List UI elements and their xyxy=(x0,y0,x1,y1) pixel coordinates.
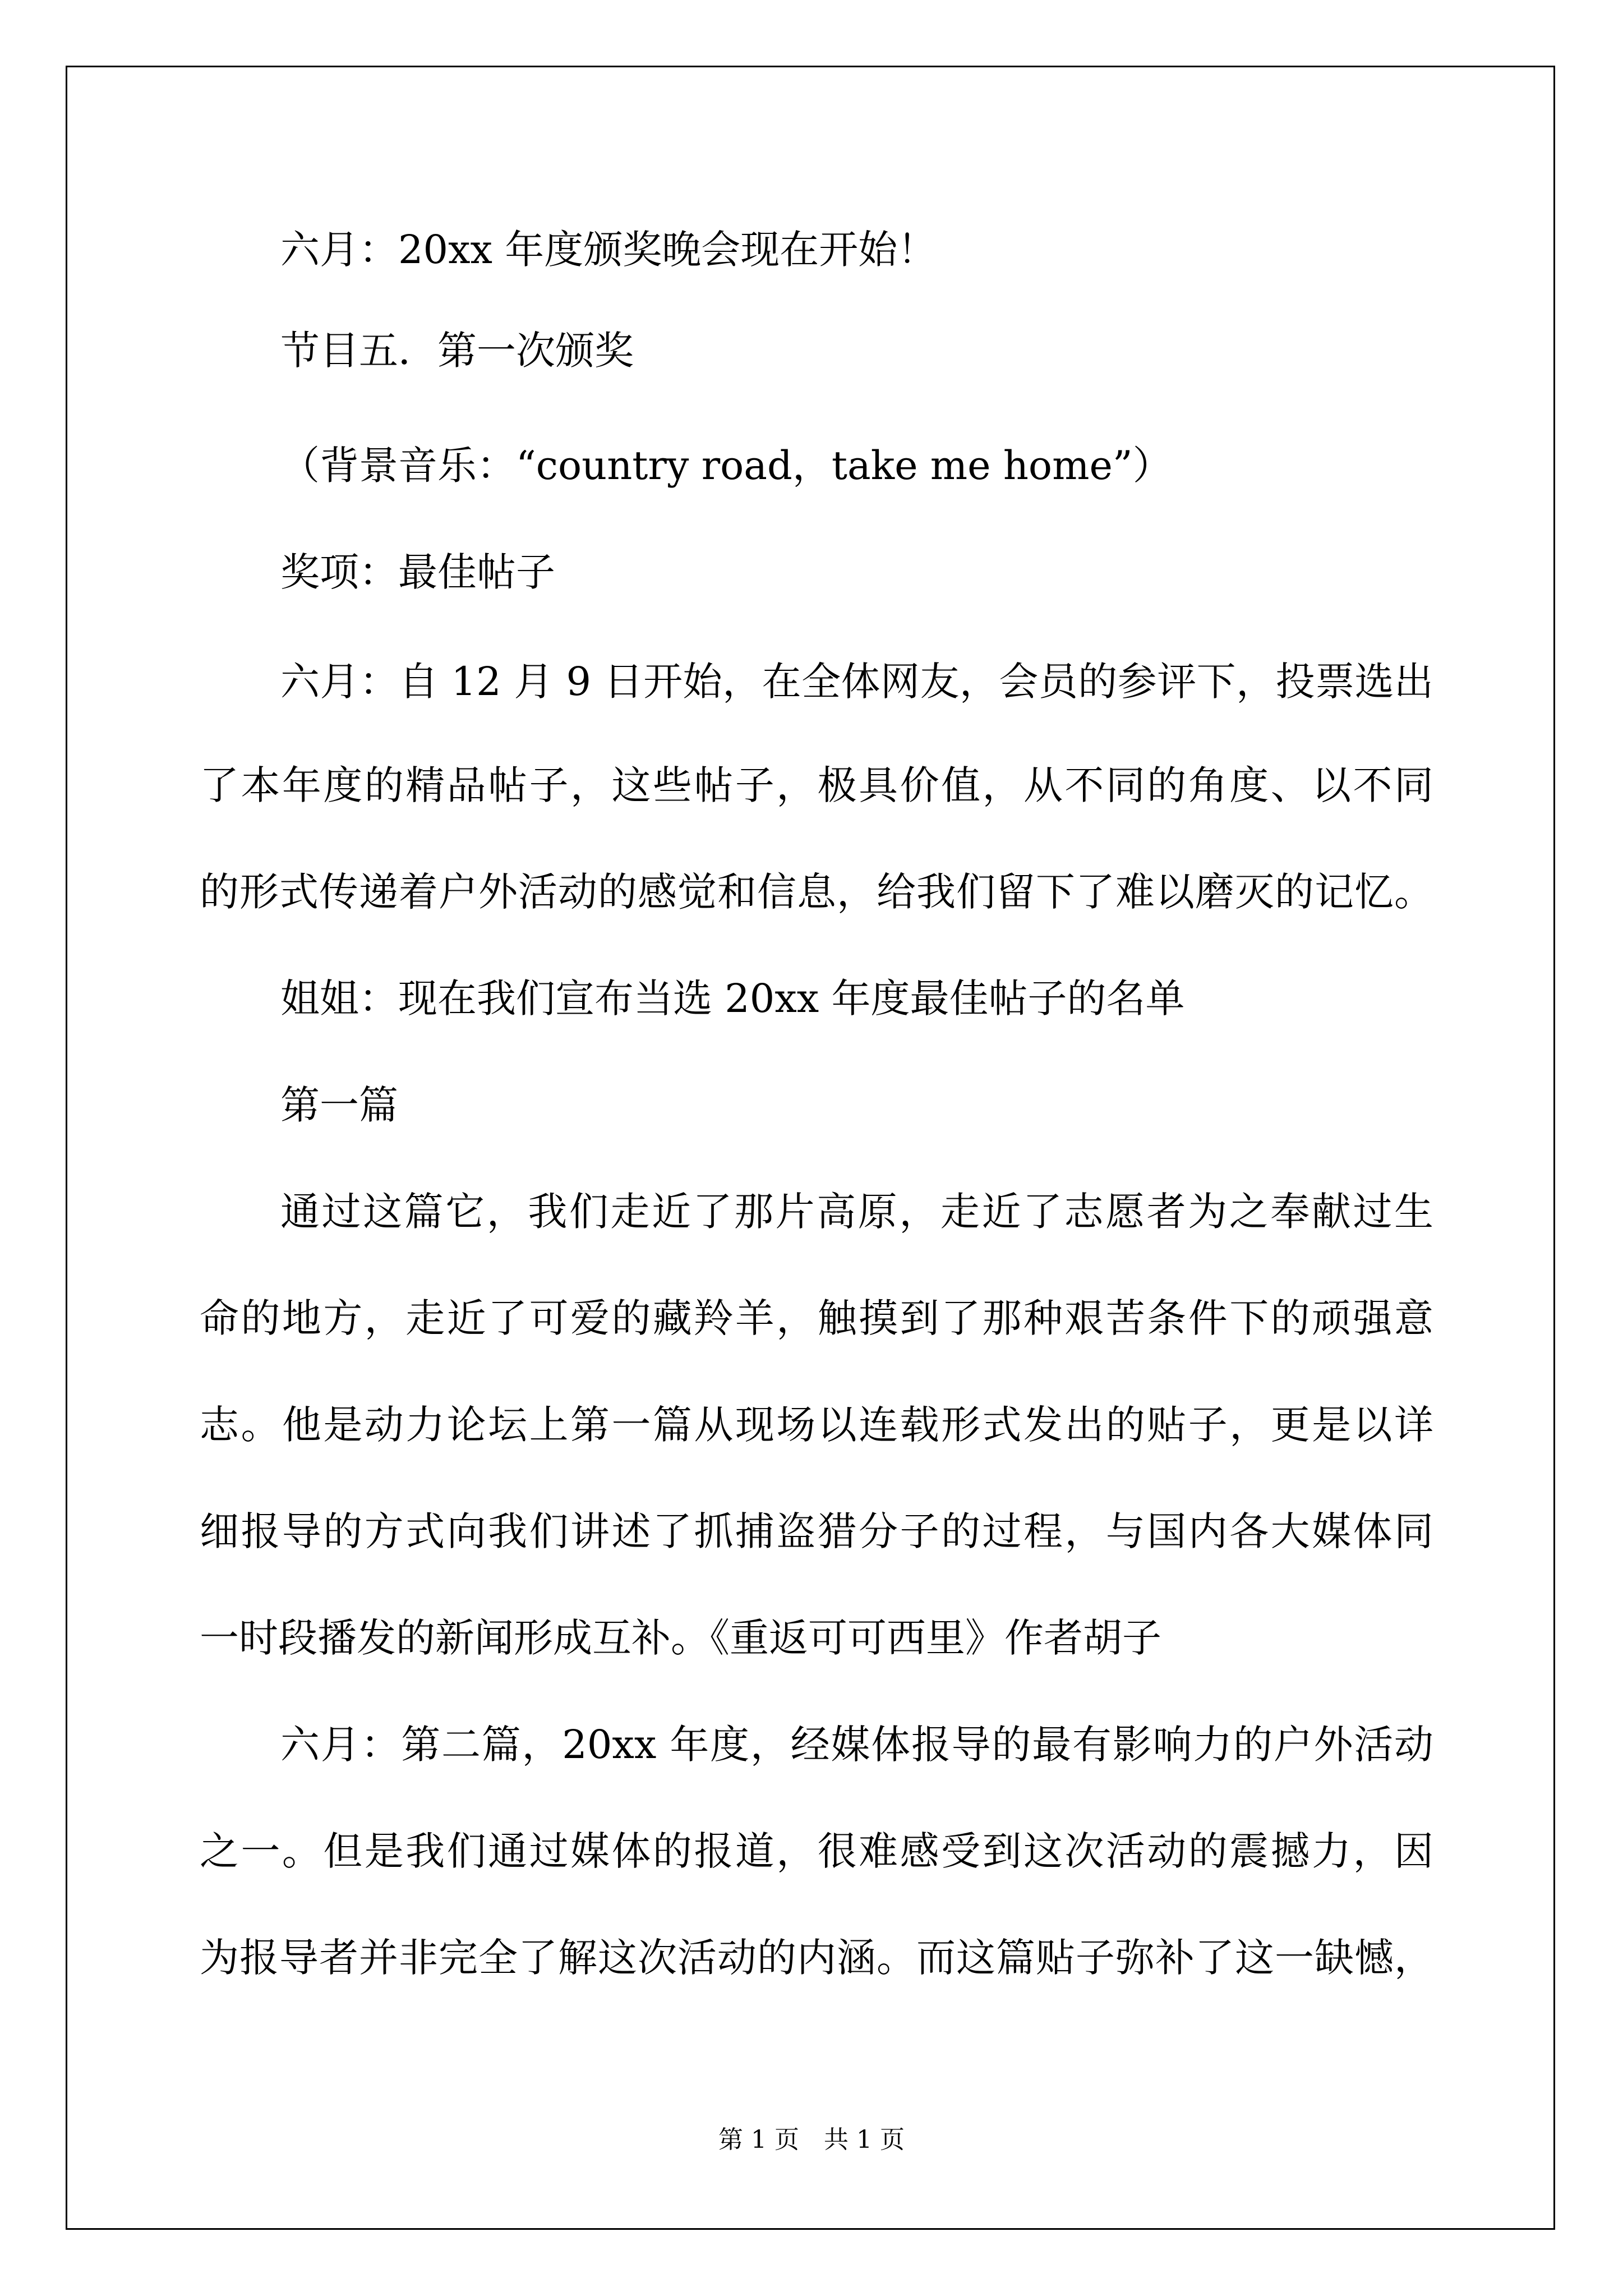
paragraph-line: 六月：20xx 年度颁奖晚会现在开始！ xyxy=(280,227,937,273)
page-footer: 第 1 页 共 1 页 xyxy=(718,2125,905,2154)
paragraph-line: 六月：第二篇，20xx 年度，经媒体报导的最有影响力的户外活动 xyxy=(280,1722,1433,1768)
paragraph-line: 第一篇 xyxy=(280,1082,398,1128)
paragraph-line: 命的地方，走近了可爱的藏羚羊，触摸到了那种艰苦条件下的顽强意 xyxy=(200,1295,1433,1341)
paragraph-line: 之一。但是我们通过媒体的报道，很难感受到这次活动的震撼力，因 xyxy=(200,1828,1433,1874)
paragraph-line: 一时段播发的新闻形成互补。《重返可可西里》作者胡子 xyxy=(200,1615,1161,1661)
paragraph-line: 细报导的方式向我们讲述了抓捕盗猎分子的过程，与国内各大媒体同 xyxy=(200,1508,1433,1554)
paragraph-line: 的形式传递着户外活动的感觉和信息，给我们留下了难以磨灭的记忆。 xyxy=(200,869,1433,915)
paragraph-line: 为报导者并非完全了解这次活动的内涵。而这篇贴子弥补了这一缺憾， xyxy=(200,1935,1433,1981)
paragraph-line: 奖项：最佳帖子 xyxy=(280,549,555,595)
paragraph-line: 姐姐：现在我们宣布当选 20xx 年度最佳帖子的名单 xyxy=(280,976,1185,1022)
page-frame xyxy=(66,66,1555,2230)
paragraph-line: （背景音乐：“country road，take me home”） xyxy=(280,443,1172,489)
paragraph-line: 了本年度的精品帖子，这些帖子，极具价值，从不同的角度、以不同 xyxy=(200,762,1433,808)
paragraph-line: 六月：自 12 月 9 日开始，在全体网友，会员的参评下，投票选出 xyxy=(280,659,1433,705)
paragraph-line: 志。他是动力论坛上第一篇从现场以连载形式发出的贴子，更是以详 xyxy=(200,1402,1433,1448)
paragraph-line: 节目五．第一次颁奖 xyxy=(280,328,634,374)
paragraph-line: 通过这篇它，我们走近了那片高原，走近了志愿者为之奉献过生 xyxy=(280,1189,1433,1235)
